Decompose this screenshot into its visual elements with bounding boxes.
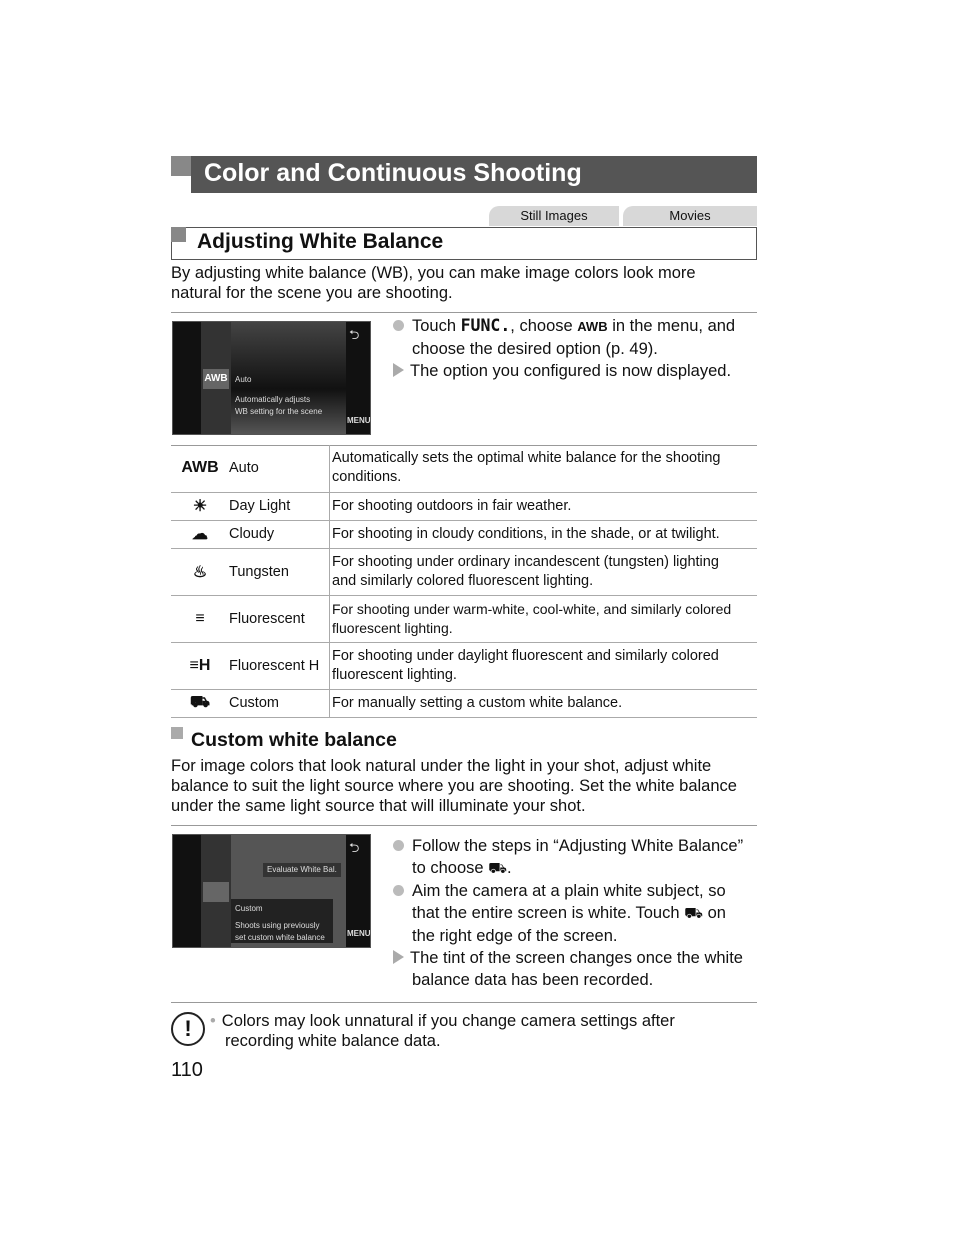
wb-name: Custom	[229, 689, 330, 717]
chapter-square-icon	[171, 156, 191, 176]
bullet-dot-icon: •	[210, 1012, 216, 1030]
wb-name: Cloudy	[229, 520, 330, 548]
tab-movies: Movies	[623, 206, 757, 226]
custom-wb-icon: ⛟	[488, 860, 508, 877]
evaluate-wb-label: Evaluate White Bal.	[263, 863, 341, 877]
cloudy-icon: ☁	[171, 520, 229, 548]
wb-desc: For manually setting a custom white balance.	[330, 689, 758, 717]
screen-left-strip	[173, 322, 201, 434]
screen-left-strip	[173, 835, 201, 947]
back-icon: ⮌	[349, 327, 360, 342]
caution-icon: !	[171, 1012, 205, 1046]
result-arrow-icon	[393, 363, 404, 377]
screen-menu-label: MENU	[347, 929, 371, 938]
screen-desc-line: Automatically adjusts	[235, 395, 311, 404]
step2-bullet-cont: that the entire screen is white. Touch ⛟ on	[412, 904, 726, 922]
custom-line: under the same light source that will illuminate your shot.	[171, 797, 586, 815]
fluorescent-h-icon: ≡H	[171, 642, 229, 689]
intro-paragraph	[171, 263, 696, 303]
bullet-dot-icon	[393, 885, 404, 896]
table-row	[171, 445, 757, 492]
section-title: Adjusting White Balance	[197, 230, 444, 253]
step1-instructions	[393, 315, 757, 382]
result-arrow-icon	[393, 950, 404, 964]
daylight-icon: ☀	[171, 492, 229, 520]
step2-bullet-cont: the right edge of the screen.	[412, 927, 618, 945]
camera-screen-custom-wb	[172, 834, 371, 948]
wb-desc: For shooting in cloudy conditions, in the shade, or at twilight.	[330, 520, 758, 548]
screen-awb-icon: AWB	[203, 369, 229, 389]
divider	[171, 1002, 757, 1003]
awb-icon: AWB	[171, 445, 229, 492]
screen-desc	[235, 394, 322, 418]
screen-custom-icon	[203, 882, 229, 902]
caution-line: • Colors may look unnatural if you change camera settings after	[210, 1012, 675, 1030]
wb-name: Tungsten	[229, 548, 330, 595]
step2-result-cont: balance data has been recorded.	[412, 971, 654, 989]
custom-wb-icon: ⛟	[684, 905, 703, 922]
table-row	[171, 548, 757, 595]
section-square-icon	[171, 227, 186, 242]
wb-name: Day Light	[229, 492, 330, 520]
caution-line: recording white balance data.	[225, 1032, 441, 1050]
fluorescent-icon: ≡	[171, 595, 229, 642]
step2-bullet: Follow the steps in “Adjusting White Balance”	[393, 835, 757, 857]
bullet-dot-icon	[393, 320, 404, 331]
step1-bullet-cont: choose the desired option (p. 49).	[412, 340, 658, 358]
screen-mode-label: Auto	[235, 375, 252, 384]
screen-desc-line: set custom white balance	[235, 933, 325, 942]
step2-instructions	[393, 835, 757, 991]
camera-screen-wb-menu	[172, 321, 371, 435]
table-row	[171, 520, 757, 548]
wb-desc: For shooting under ordinary incandescent (tungsten) lighting and similarly colored fluorescent lighting.	[330, 548, 758, 595]
step1-bullet: Touch FUNC., choose AWB in the menu, and	[393, 315, 757, 338]
wb-name: Fluorescent H	[229, 642, 330, 689]
tab-still-images: Still Images	[489, 206, 619, 226]
white-balance-table	[171, 445, 757, 718]
wb-name: Auto	[229, 445, 330, 492]
wb-desc: For shooting under warm-white, cool-white, and similarly colored fluorescent lighting.	[330, 595, 758, 642]
table-row	[171, 595, 757, 642]
wb-desc: Automatically sets the optimal white balance for the shooting conditions.	[330, 445, 758, 492]
screen-desc	[235, 920, 325, 944]
screen-desc-line: WB setting for the scene	[235, 407, 323, 416]
wb-desc: For shooting outdoors in fair weather.	[330, 492, 758, 520]
func-icon: FUNC.	[460, 316, 511, 335]
bullet-dot-icon	[393, 840, 404, 851]
subsection-square-icon	[171, 727, 183, 739]
custom-paragraph	[171, 756, 737, 816]
custom-wb-icon: ⛟	[171, 689, 229, 717]
awb-icon: AWB	[577, 319, 608, 334]
step2-bullet: Aim the camera at a plain white subject, so	[393, 880, 757, 902]
tungsten-icon: ♨	[171, 548, 229, 595]
subsection-title: Custom white balance	[191, 729, 397, 751]
step1-result: The option you configured is now displayed.	[393, 360, 757, 382]
table-row	[171, 492, 757, 520]
table-row	[171, 689, 757, 717]
screen-mode-label: Custom	[235, 904, 263, 913]
custom-line: For image colors that look natural under the light in your shot, adjust white	[171, 757, 712, 775]
wb-name: Fluorescent	[229, 595, 330, 642]
step2-bullet-cont: to choose ⛟.	[412, 859, 512, 877]
screen-desc-line: Shoots using previously	[235, 921, 320, 930]
chapter-square-notch	[171, 176, 191, 193]
step2-result: The tint of the screen changes once the white	[393, 947, 757, 969]
caution-note	[210, 1011, 675, 1051]
custom-line: balance to suit the light source where you are shooting. Set the white balance	[171, 777, 737, 795]
screen-menu-label: MENU	[347, 416, 371, 425]
divider	[171, 312, 757, 313]
back-icon: ⮌	[349, 840, 360, 855]
divider	[171, 825, 757, 826]
table-row	[171, 642, 757, 689]
intro-line: By adjusting white balance (WB), you can make image colors look more	[171, 264, 696, 282]
wb-desc: For shooting under daylight fluorescent and similarly colored fluorescent lighting.	[330, 642, 758, 689]
page-number: 110	[171, 1059, 203, 1081]
intro-line: natural for the scene you are shooting.	[171, 284, 453, 302]
chapter-title: Color and Continuous Shooting	[204, 159, 582, 187]
